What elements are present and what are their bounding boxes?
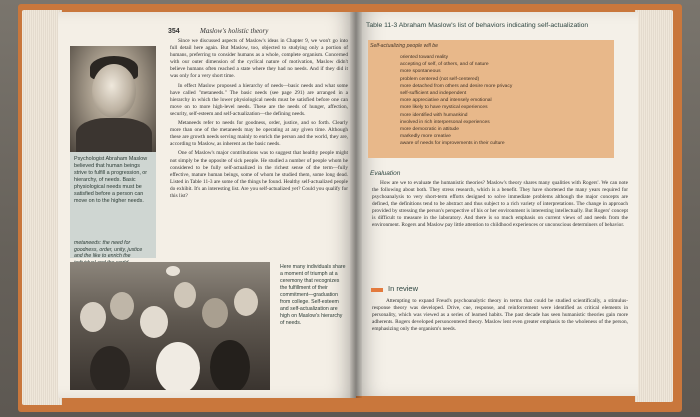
list-item: more likely to have mystical experiences [400,105,488,111]
paragraph: Since we discussed aspects of Maslow's ideas in Chapter 9, we won't go into full detail here again. But Maslow, too, objected to studying only a portion of humans, preferring to consider humans as a whole, complete organism. Concerned with our outer dimension of the cyclical nature of motivation, Maslow didn't believe humans often reached a state where they had no needs. And if they did it was only for a very short time. [170,38,348,80]
crowd-figure [174,282,196,308]
list-item: oriented toward reality [400,55,449,60]
paragraph: Attempting to expand Freud's psychoanalytic theory in terms that could be studied scientifically, a stimulus-response theory was developed. Drive, cue, response, and reinforcement were identified as critical elements in personality, which was viewed as a series of learned habits. The past decade has seen humanistic theories gain more adherents. Rogers developed personcentered theory. Maslow lent even greater emphasis to the wholeness of the person, emphasizing only the organism's needs. [372,298,628,332]
list-item: problem centered (not self-centered) [400,76,480,82]
crowd-figure [210,340,250,390]
paragraph: How are we to evaluate the humanistic theories? Maslow's theory shares many qualities with Rogers'. We can note the following about both. They stress research, which is a benefit. They have shortened the many years required for psychoanalysis to very short-term efforts designed to solve immediate problems although the major concepts are defined, the definitions tend to be abstract and thus subject to a rich variety of interpretations. The change in approach provided by stressing the person's perspective of his or her environment is interesting intellectually. But Rogers' concept is difficult to measure in the laboratory. And there is so much emphasis on current views of and needs from the environment. Rogers and Maslow pay little attention to childhood experiences or unconscious determiners of behavior. [372,180,628,228]
list-item: more identified with humankind [400,112,468,118]
table-heading: Self-actualizing people will be [370,43,439,49]
page-edges-right [635,10,673,402]
crowd-figure [90,346,130,390]
list-item: more appreciative and intensely emotional [400,98,492,104]
metaneeds-definition: metaneeds: the need for goodness, order, unity, justice and the like to enrich the [74,240,143,260]
page-number: 354 [168,28,180,35]
list-item: accepting of self, of others, and of nature [400,62,489,68]
running-head: Maslow's holistic theory [200,27,269,35]
crowd-figure [80,302,106,332]
list-item: aware of needs for improvements in their culture [400,141,505,147]
list-item: more detached from others and desire more privacy [400,83,513,89]
graduation-crowd-photo [70,262,270,390]
thrown-cap [166,266,180,276]
list-item: more democratic in attitude [400,127,459,133]
crowd-figure [202,298,228,328]
review-heading: In review [388,284,419,293]
portrait-face [92,64,136,118]
list-item: more spontaneous [400,69,441,75]
crowd-figure [110,292,134,320]
list-item: involved in rich interpersonal experiences [400,119,490,125]
paragraph: In effect Maslow proposed a hierarchy of needs—basic needs and what some have called "metaneeds." The basic needs (see page 291) are arranged in a hierarchy in which the lower physiological needs must be satisfied before one can move on to more high-level needs. These are the needs of hunger, affection, security, self-esteem and self-actualization—the defining needs. [170,82,348,117]
left-body-text [170,38,348,202]
self-actualization-list [400,54,610,148]
review-accent-bar [371,288,383,292]
crowd-figure [140,306,168,338]
crowd-figure [234,288,258,316]
review-text [372,298,628,333]
portrait-body [76,118,152,152]
table-title: Table 11-3 Abraham Maslow's list of behaviors indicating self-actualization [366,22,589,29]
evaluation-heading: Evaluation [370,170,401,177]
page-edges-left [22,10,62,405]
list-item: markedly more creative [400,134,451,140]
evaluation-text [372,180,628,229]
paragraph: Metaneeds refer to needs for goodness, order, justice, and so forth. Clearly more than one of the metaneeds may be operating at any given time. Although these are growth needs serving mainly to enrich the person and the world, they are, according to Maslow, as inherent as the basic needs. [170,120,348,148]
book-spine [350,12,362,398]
portrait-caption: Psychologist Abraham Maslow believed that human beings strive to fulfill a progression, or hierarchy, of needs. Basic physiological needs must be satisfied before a person can move on to the higher needs. [74,156,148,204]
paragraph: One of Maslow's major contributions was to suggest that healthy people might not simply be the opposite of sick people. He studied a number of people whom he considered to be fully self-actualized in the richest sense of the term—fully effective, mature human beings, some of whom he studied them, some long dead. Listed in Table 11-3 are some of the things he found. Healthy self-actualized people do exhibit. It's an interesting list. Are you self-actualized yet? Could you qualify for this list? [170,150,348,199]
list-item: self-sufficient and independent [400,91,467,97]
crowd-figure [156,342,200,390]
graduation-caption: Here many individuals share a moment of triumph at a ceremony that recognizes the fulfillment of their commitment—graduation from college. Self-esteem and self-actualization are high on Maslow's hierarchy of needs. [280,264,346,326]
maslow-portrait-photo [70,46,156,152]
